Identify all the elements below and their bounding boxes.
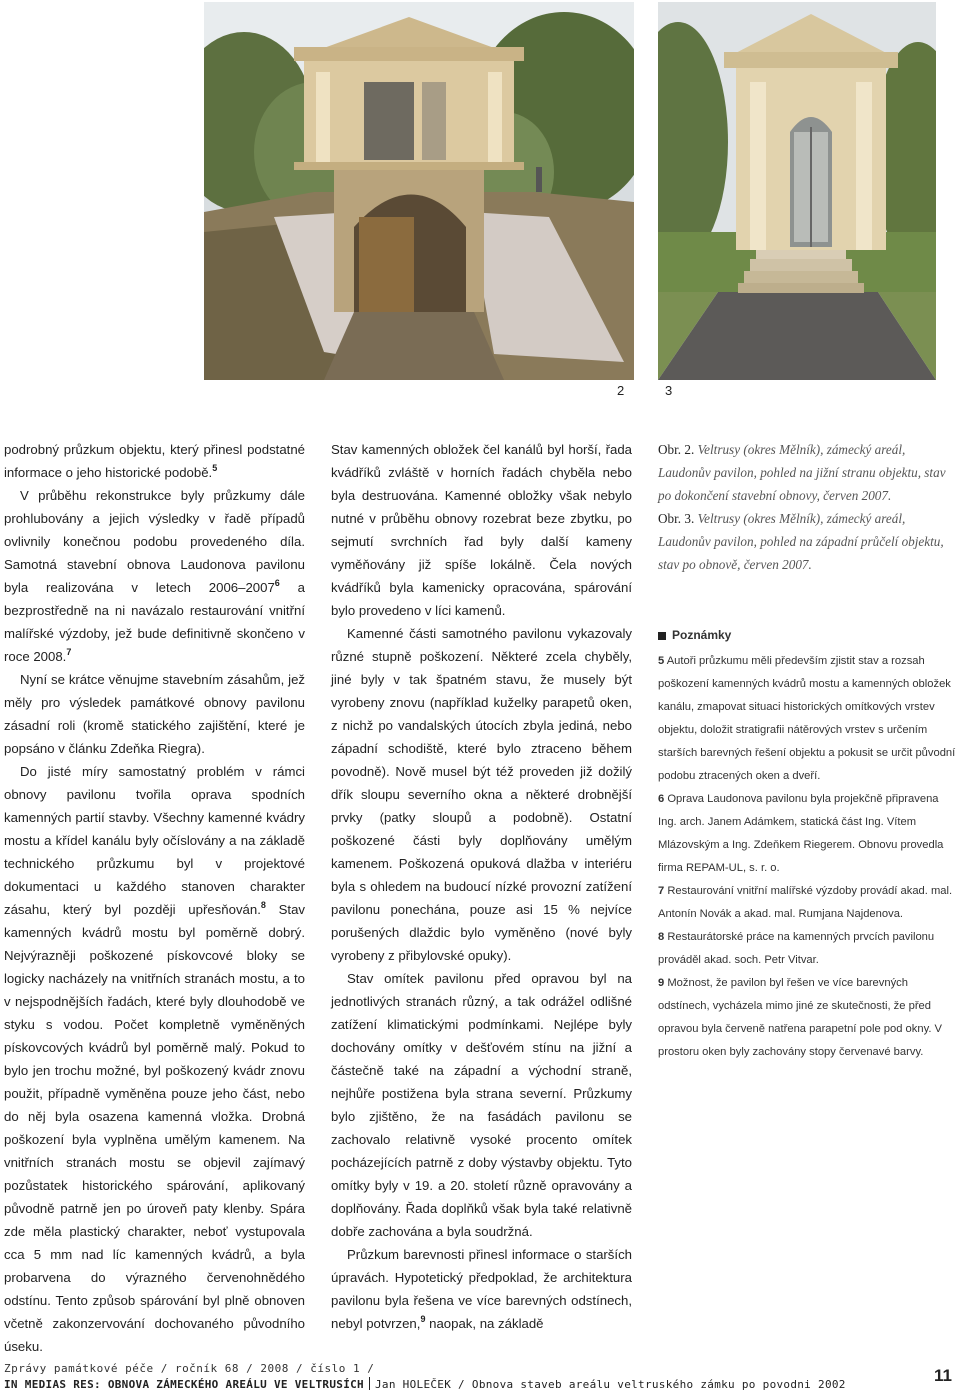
running-footer [4, 1377, 846, 1391]
text-run: Průzkum barevnosti přinesl informace o starších úpravách. Hypotetický předpoklad, že architektura pavilonu byla řešena ve více barevných odstínech, nebyl potvrzen, [331, 1247, 632, 1331]
footnotes [658, 624, 960, 1064]
footnote-number: 9 [658, 977, 665, 989]
square-bullet-icon [658, 632, 666, 640]
paragraph [4, 438, 305, 484]
section-title: IN MEDIAS RES: OBNOVA ZÁMECKÉHO AREÁLU VE VELTRUSÍCH [4, 1378, 364, 1391]
footnote-ref: 6 [274, 577, 280, 588]
text-run: Stav kamenných obložek čel kanálů byl horší, řada kvádříků zvláště v horních řadách chyběla nebo byla destruována. Kamenné obložky však nebylo nutné v průběhu obnovy rozebrat beze zbytku, po sejmutí svrchních řad byly další kameny vyměňovány již spíše lokálně. Čela nových kvádříků byla kamenicky opracována, spárování bylo provedeno v líci kamenů. [331, 442, 632, 618]
notes-heading [658, 624, 960, 647]
footnote-7 [658, 880, 960, 926]
body-column-2 [331, 438, 632, 1335]
text-run: Kamenné části samotného pavilonu vykazovaly různé stupně poškození. Některé zcela chyběly, jiné byly v tak špatném stavu, že musely být vyrobeny znovu (například kuželky parapetů oken, z nichž po vandalských útocích zbyla jediná, nebo západní schodiště, které bylo ztraceno během povodně). Nově musel být též proveden již dožilý dřík sloupu severního okna a některé drobnější prvky (patky sloupů a podobně). Ostatní poškozené části byly doplňovány umělým kamenem. Poškozená opuková dlažba v interiéru byla s ohledem na budoucí nízké provozní zatížení pavilonu ponechána, pouze asi 15 % nejvíce porušených dlaždic bylo vyměněno (nové byly vyrobeny z přibylovské opuky). [331, 626, 632, 963]
footnote-text: Autoři průzkumu měli především zjistit stav a rozsah poškození kamenných kvádrů mostu a kamenných obložek kanálu, zmapovat situaci historických omítkových vrstev objektu, doložit stratigrafii nátěrových vrstev s určením starších barevných řešení objektu a pokusit se určit původní podobu ztracených oken a dveří. [658, 655, 956, 782]
text-run: a bezprostředně na ni navázalo restaurování vnitřní malířské výzdoby, jež bude definitivně skončeno v roce 2008. [4, 580, 305, 664]
paragraph [4, 760, 305, 1358]
caption-text: Veltrusy (okres Mělník), zámecký areál, Laudonův pavilon, pohled na jižní stranu objektu, stav po dokončení stavební obnovy, červen 2007. [658, 442, 946, 503]
footnote-6 [658, 788, 960, 880]
notes-heading-text: Poznámky [672, 628, 732, 642]
caption-fig3 [658, 507, 960, 576]
paragraph [4, 668, 305, 760]
caption-text: Veltrusy (okres Mělník), zámecký areál, Laudonův pavilon, pohled na západní průčelí objektu, stav po obnově, červen 2007. [658, 511, 944, 572]
footnote-5 [658, 650, 960, 788]
footnote-text: Možnost, že pavilon byl řešen ve více barevných odstínech, vycházela mimo jiné ze skutečnosti, že před opravou byla červeně natřena parapetní pole pod okny. V prostoru oken byly zachovány stopy červenavé barvy. [658, 977, 943, 1058]
article-title: Jan HOLEČEK / Obnova staveb areálu veltruského zámku po povodni 2002 [374, 1378, 846, 1391]
footnote-ref: 9 [420, 1313, 426, 1324]
text-run: V průběhu rekonstrukce byly průzkumy dále prohlubovány a jejich výsledky v řadě případů ovlivnily konečnou podobu provedeného díla. Samotná stavební obnova Laudonova pavilonu byla realizována v letech 2006–2007 [4, 488, 305, 595]
photo-pavilion-west [658, 2, 936, 380]
figure-number-3: 3 [665, 383, 673, 398]
footnote-text: Restaurátorské práce na kamenných prvcích pavilonu prováděl akad. soch. Petr Vitvar. [658, 931, 935, 966]
footnote-number: 6 [658, 793, 665, 805]
footnote-number: 8 [658, 931, 665, 943]
paragraph [4, 484, 305, 668]
footnote-number: 7 [658, 885, 665, 897]
paragraph [331, 967, 632, 1243]
journal-line: Zprávy památkové péče / ročník 68 / 2008 / číslo 1 / [4, 1362, 375, 1375]
footnote-ref: 5 [212, 462, 218, 473]
text-run: podrobný průzkum objektu, který přinesl podstatné informace o jeho historické podobě. [4, 442, 305, 480]
paragraph [331, 622, 632, 967]
text-run: Stav omítek pavilonu před opravou byl na jednotlivých stranách různý, a tak odrážel odlišné zatížení klimatickými podmínkami. Nejlépe byly dochovány omítky v dešťovém stínu na jižní a částečně také na západní a východní straně, nejhůře postižena byla strana severní. Průzkumy bylo zjištěno, že na fasádách pavilonu se zachovalo relativně vysoké procento omítek pocházejících patrně z doby výstavby objektu. Tyto omítky byly v 19. a 20. století různě opravovány a doplňovány. Řada doplňků však byla také relativně dobře zachována a byla soudržná. [331, 971, 632, 1239]
footnote-text: Oprava Laudonova pavilonu byla projekčně připravena Ing. arch. Janem Adámkem, statická část Ing. Vítem Mlázovským a Ing. Zdeňkem Riegerem. Obnovu provedla firma REPAM-UL, s. r. o. [658, 793, 944, 874]
footnote-ref: 8 [260, 899, 266, 910]
figure-number-2: 2 [617, 383, 625, 398]
caption-label: Obr. 2. [658, 442, 695, 457]
footnote-text: Restaurování vnitřní malířské výzdoby provádí akad. mal. Antonín Novák a akad. mal. Rumjana Najdenova. [658, 885, 953, 920]
body-column-1 [4, 438, 305, 1358]
paragraph [331, 438, 632, 622]
page-number: 11 [934, 1366, 952, 1385]
caption-label: Obr. 3. [658, 511, 695, 526]
footnote-8 [658, 926, 960, 972]
text-run: Stav kamenných kvádrů mostu byl poměrně dobrý. Nejvýrazněji poškozené pískovcové bloky se logicky nacházely na vnitřních stranách mostu, a to v nejspodnějších řadách, které byly dlouhodobě ve styku s vodou. Počet kompletně vyměněných pískovcových kvádrů byl poměrně malý. Pokud to bylo jen trochu možné, byl poškozený kvádr znovu použit, případně vyměněna pouze jeho část, nebo do něj byla osazena kamenná vložka. Drobná poškození byla vyplněna umělým kamenem. Na vnitřních stranách mostu se objevil zajímavý pozůstatek historického spárování, aplikovaný původně patrně jen po úroveň paty klenby. Spára zde měla plastický charakter, neboť vystupovala cca 5 mm nad líc kamenných kvádrů, a byla probarvena do výrazného červenohnědého odstínu. Tento způsob spárování byl plně obnoven včetně zakonzervování dochovaného původního úseku. [4, 902, 305, 1354]
text-run: Do jisté míry samostatný problém v rámci obnovy pavilonu tvořila oprava spodních kamenných partií stavby. Všechny kamenné kvádry mostu a křídel kanálu byly očíslovány a na základě technického průzkumu byl v projektové dokumentaci u každého stanoven charakter zásahu, který byl později upřesňován. [4, 764, 305, 917]
figure-captions [658, 438, 960, 576]
footnote-9 [658, 972, 960, 1064]
footnote-number: 5 [658, 655, 665, 667]
text-run: naopak, na základě [425, 1316, 544, 1331]
paragraph [331, 1243, 632, 1335]
divider [369, 1377, 370, 1390]
footnote-ref: 7 [66, 646, 72, 657]
caption-fig2 [658, 438, 960, 507]
photo-pavilion-south [204, 2, 634, 380]
text-run: Nyní se krátce věnujme stavebním zásahům, jež měly pro výsledek památkové obnovy pavilonu zásadní roli (kromě statického zajištění, které je popsáno v článku Zdeňka Riegra). [4, 672, 305, 756]
